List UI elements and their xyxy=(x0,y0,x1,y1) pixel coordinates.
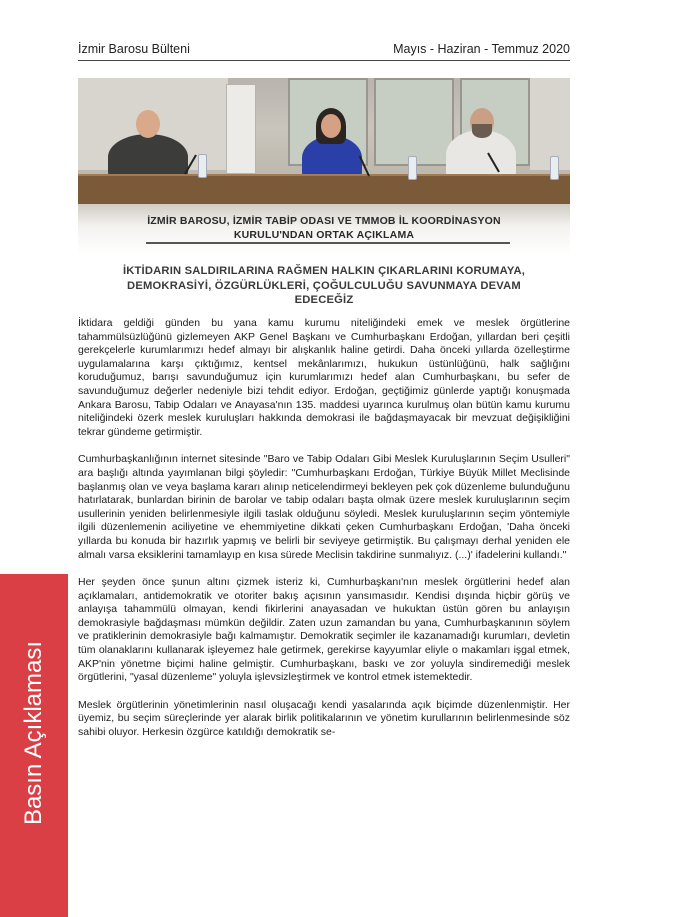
page-header xyxy=(78,36,570,56)
banner-divider xyxy=(146,242,510,244)
statement-banner xyxy=(78,204,570,254)
paragraph: Meslek örgütlerinin yönetimlerinin nasıl oluşacağı kendi yasalarında açık biçimde düzenlenmiştir. Her üyemiz, bu seçim süreçlerinde yer alarak birlik politikalarının ve yönetim kurullarının belirlenmesinde söz sahibi oluyor. Herkesin özgürce katıldığı demokratik se- xyxy=(78,698,570,739)
headline-line2: DEMOKRASİYİ, ÖZGÜRLÜKLERİ, ÇOĞULCULUĞU SAVUNMAYA DEVAM xyxy=(127,279,521,292)
section-label: Basın Açıklaması xyxy=(20,640,47,826)
banner-title-line1: İZMİR BAROSU, İZMİR TABİP ODASI VE TMMOB İL KOORDİNASYON xyxy=(147,215,501,227)
paragraph: İktidara geldiği günden bu yana kamu kurumu niteliğindeki emek ve meslek örgütlerine tahammülsüzlüğünü gizlemeyen AKP Genel Başkanı ve Cumhurbaşkanı Erdoğan, yıllardan beri çeşitli gerekçelerle kurumlarımızı hedef almayı bir alışkanlık haline getirdi. Daha önceki yıllarda özelleştirme uygulamalarına karşı çıktığımız, kentsel mekânlarımızı, hukukun üstünlüğünü, halk sağlığını koruduğumuz, barışı savunduğumuz için kurumlarımızı hedef alan Cumhurbaşkanı, bu sefer de savunduğumuz değerler nedeniyle bizi tehdit ediyor. Erdoğan, geçtiğimiz günlerde yaptığı konuşmada Ankara Barosu, Tabip Odaları ve Anayasa'nın 135. maddesi uyarınca kurulmuş olan bütün kamu kurumu niteliğindeki özerk meslek kuruluşları hakkında demokrasi ile bağdaşmayacak bir mevzuat değişikliğini tekrar gündeme getirmiştir. xyxy=(78,317,570,438)
paragraph: Cumhurbaşkanlığının internet sitesinde "Baro ve Tabip Odaları Gibi Meslek Kuruluşlarının Seçim Usulleri" ara başlığı altında yayımlanan bilgi şöyledir: "Cumhurbaşkanı Erdoğan, Türkiye Büyük Millet Meclisinde başlanmış olan ve veya başlama kararı alınıp neticelendirmeyi bekleyen pek çok düzenleme bulunduğunu hatırlatarak, bunlardan birinin de barolar ve tabip odaları başta olmak üzere meslek kuruluşlarının seçim usullerinin yeniden belirlenmesiyle ilgili taslak olduğunu söyledi. Meslek kuruluşlarının seçim yöntemiyle ilgili düzenlemenin aciliyetine ve ehemmiyetine dikkati çeken Cumhurbaşkanı Erdoğan, 'Daha önceki yıllarda bu konuda bir hazırlık yapmış ve belirli bir seviyeye getirmiştik. Bu çalışmayı derhal yeniden ele almalı varsa eksiklerini tamamlayıp en kısa sürede Meclisin takdirine sunmalıyız. (...)' ifadelerini kullandı." xyxy=(78,453,570,561)
paragraph: Her şeyden önce şunun altını çizmek isteriz ki, Cumhurbaşkanı'nın meslek örgütlerini hedef alan açıklamaları, antidemokratik ve otoriter bakış açısının yansımasıdır. Kendisi dışında hiçbir görüş ve anlayışa tahammülü olmayan, kendi fikirlerini anayasadan ve hukuktan üstün gören bu anlayışın demokrasiyle bağdaşması mümkün değildir. Zaten uzun zamandan bu yana, Cumhurbaşkanının söylem ve pratiklerinin demokrasiyle bağı kalmamıştır. Demokratik seçimler ile kazanamadığı kurumları, devletin tüm olanaklarını kullanarak işleyemez hale getirmek, gerekirse kayyumlar eliyle o makamları işgal etmek, AKP'nin yönetme biçimi haline gelmiştir. Cumhurbaşkanı, baskı ve zor yoluyla sindiremediği meslek örgütlerini, "yasal düzenleme" yoluyla işlevsizleştirmek ve kontrol etmek istemektedir. xyxy=(78,576,570,684)
article-body xyxy=(78,317,570,754)
press-conference-photo xyxy=(78,78,570,204)
headline-line3: EDECEĞİZ xyxy=(294,294,354,306)
article-headline xyxy=(98,264,550,308)
headline-line1: İKTİDARIN SALDIRILARINA RAĞMEN HALKIN ÇIKARLARINI KORUMAYA, xyxy=(122,265,526,277)
header-divider xyxy=(78,60,570,61)
issue-date: Mayıs - Haziran - Temmuz 2020 xyxy=(393,42,570,56)
banner-title-line2: KURULU'NDAN ORTAK AÇIKLAMA xyxy=(233,229,415,241)
publication-title: İzmir Barosu Bülteni xyxy=(78,42,190,56)
